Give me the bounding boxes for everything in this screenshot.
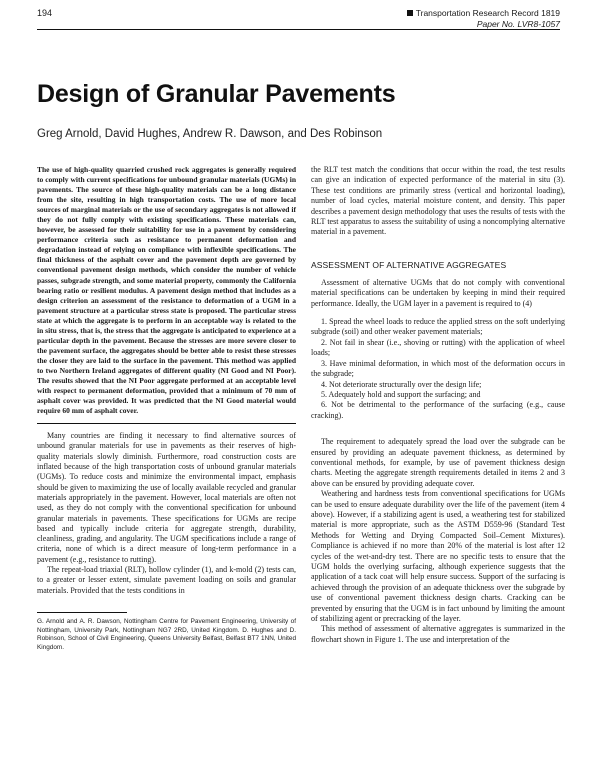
left-column xyxy=(37,165,296,652)
body-paragraph: This method of assessment of alternative aggregates is summarized in the flowchart shown in Figure 1. The use and interpretation of the xyxy=(311,624,565,644)
page-number: 194 xyxy=(37,8,53,18)
list-item: 3. Have minimal deformation, in which most of the deformation occurs in the subgrade; xyxy=(311,358,565,379)
section-heading: ASSESSMENT OF ALTERNATIVE AGGREGATES xyxy=(311,259,507,270)
body-paragraph: Assessment of alternative UGMs that do not comply with conventional material specifications can be undertaken by keeping in mind their required performance. Ideally, the UGM layer in a pavement is required to (4) xyxy=(311,277,565,308)
author-affiliations-footnote: G. Arnold and A. R. Dawson, Nottingham Centre for Pavement Engineering, University of Nottingham, University Park, Nottingham NG7 2RD, United Kingdom. D. Hughes and D. Robinson, School of Civil Engineering, Queens University Belfast, Belfast BT7 1NN, United Kingdom. xyxy=(37,617,296,651)
body-paragraph: The requirement to adequately spread the load over the subgrade can be ensured by providing an adequate pavement thickness, as determined by conventional methods, for example, by use of pavement thickness design charts. Meeting the aggregate strength requirements detailed in items 2 and 3 above can be ensured by providing adequate cover. xyxy=(311,437,565,488)
abstract: The use of high-quality quarried crushed rock aggregates is generally required to comply with current specifications for unbound granular materials (UGMs) in pavements. The source of these high-quality materials can be a long distance from the site, resulting in high transportation costs. The use of more local sources of marginal materials or the use of secondary aggregates is not allowed if they do not fully comply with existing specifications. These materials can, however, be assessed for their suitability for use in a pavement by considering performance criteria such as resistance to permanent deformation and degradation instead of relying on compliance with inflexible specifications. The final thickness of the asphalt cover and the pavement depth are governed by conventional pavement design methods, which consider the number of vehicle passes, subgrade strength, and some material property, commonly the California bearing ratio or resilient modulus. A pavement design method that includes as a design criterion an assessment of the resistance to deformation of a UGM in a pavement structure at a particular stress state is proposed. The particular stress state at which the aggregate is to perform in an acceptable way is related to the in situ stress, that is, the stress that the aggregate is anticipated to experience at a particular depth in the pavement. Because the stresses are more severe closer to the pavement surface, the aggregates should be better able to resist these stresses the closer they are laid to the surface in the pavement. This method was applied to two Northern Ireland aggregates of different quality (NI Good and NI Poor). The results showed that the NI Poor aggregate performed at an acceptable level with respect to permanent deformation, provided that a minimum of 70 mm of asphalt cover was provided. It was predicted that the NI Good material would require 60 mm of asphalt cover. xyxy=(37,165,296,416)
journal-name: Transportation Research Record 1819 xyxy=(415,8,560,18)
list-item: 4. Not deteriorate structurally over the design life; xyxy=(321,379,482,389)
body-paragraph: the RLT test match the conditions that occur within the road, the test results can give an indication of expected performance of the material in situ (3). These test conditions are primarily stress (vertical and horizontal loading), number of load cycles, material moisture content, and density. This paper describes a pavement design methodology that uses the results of tests with the RLT test apparatus to assess the suitability of using a noncomplying alternative material in a pavement. xyxy=(311,165,565,237)
list-item: 2. Not fail in shear (i.e., shoving or rutting) with the application of wheel loads; xyxy=(311,337,565,358)
header-rule xyxy=(37,29,560,30)
requirements-list xyxy=(311,317,565,421)
list-item: 6. Not be detrimental to the performance of the surfacing (e.g., cause cracking). xyxy=(311,400,565,420)
footnote-rule xyxy=(37,612,127,613)
list-item: 1. Spread the wheel loads to reduce the applied stress on the soft underlying subgrade (soil) and other weaker pavement materials; xyxy=(311,317,565,337)
abstract-rule xyxy=(37,423,296,424)
list-item: 5. Adequately hold and support the surfacing; and xyxy=(321,389,481,399)
paper-title: Design of Granular Pavements xyxy=(37,80,396,108)
running-header xyxy=(407,8,560,30)
body-paragraph: The repeat-load triaxial (RLT), hollow cylinder (1), and k-mold (2) tests can, to a greater or lesser extent, simulate pavement loading on soils and granular materials. Provided that the tests conditions in xyxy=(37,565,296,595)
right-column xyxy=(311,165,565,645)
author-list: Greg Arnold, David Hughes, Andrew R. Dawson, and Des Robinson xyxy=(37,128,383,140)
paper-number: Paper No. LVR8-1057 xyxy=(476,19,560,29)
body-paragraph: Weathering and hardness tests from conventional specifications for UGMs can be used to ensure adequate durability over the life of the pavement (item 4 above). However, if a stabilizing agent is used, a weathering test for stabilized material is more appropriate, such as the ASTM D559-96 (Standard Test Methods for Wetting and Drying Compacted Soil–Cement Mixtures). Compliance is achieved if no more than 20% of the material is lost after 12 cycles of the wet-and-dry test. There are no specific tests to ensure that the UGM holds the overlying surfacing, although experience suggests that the application of a tack coat will help ensure success. Support of the surfacing is achieved through the provision of an adequate thickness over the subgrade by use of conventional pavement thickness design charts. Cracking can be prevented by ensuring that the UGM is in fact unbound by limiting the amount of stabilizing agent or precracking of the layer. xyxy=(311,489,565,624)
body-paragraph: Many countries are finding it necessary to find alternative sources of unbound granular materials for use in pavements as their reserves of high-quality materials slowly diminish. Furthermore, road construction costs are inflated because of the high transportation costs of unbound granular materials (UGMs). To reduce costs and minimize the environmental impact, emphasis should be given to maximizing the use of locally available recycled and granular materials appropriately in the pavement. However, local materials are often not used, as they do not comply with the conventional specification for unbound granular materials in pavements. These specifications for UGMs are recipe based and typically include criteria for aggregate strength, durability, cleanliness, grading, and angularity. The UGM specifications include a range of criteria, none of which is a direct measure of long-term performance in a pavement (e.g., resistance to rutting). xyxy=(37,431,296,564)
square-bullet-icon xyxy=(407,10,413,16)
